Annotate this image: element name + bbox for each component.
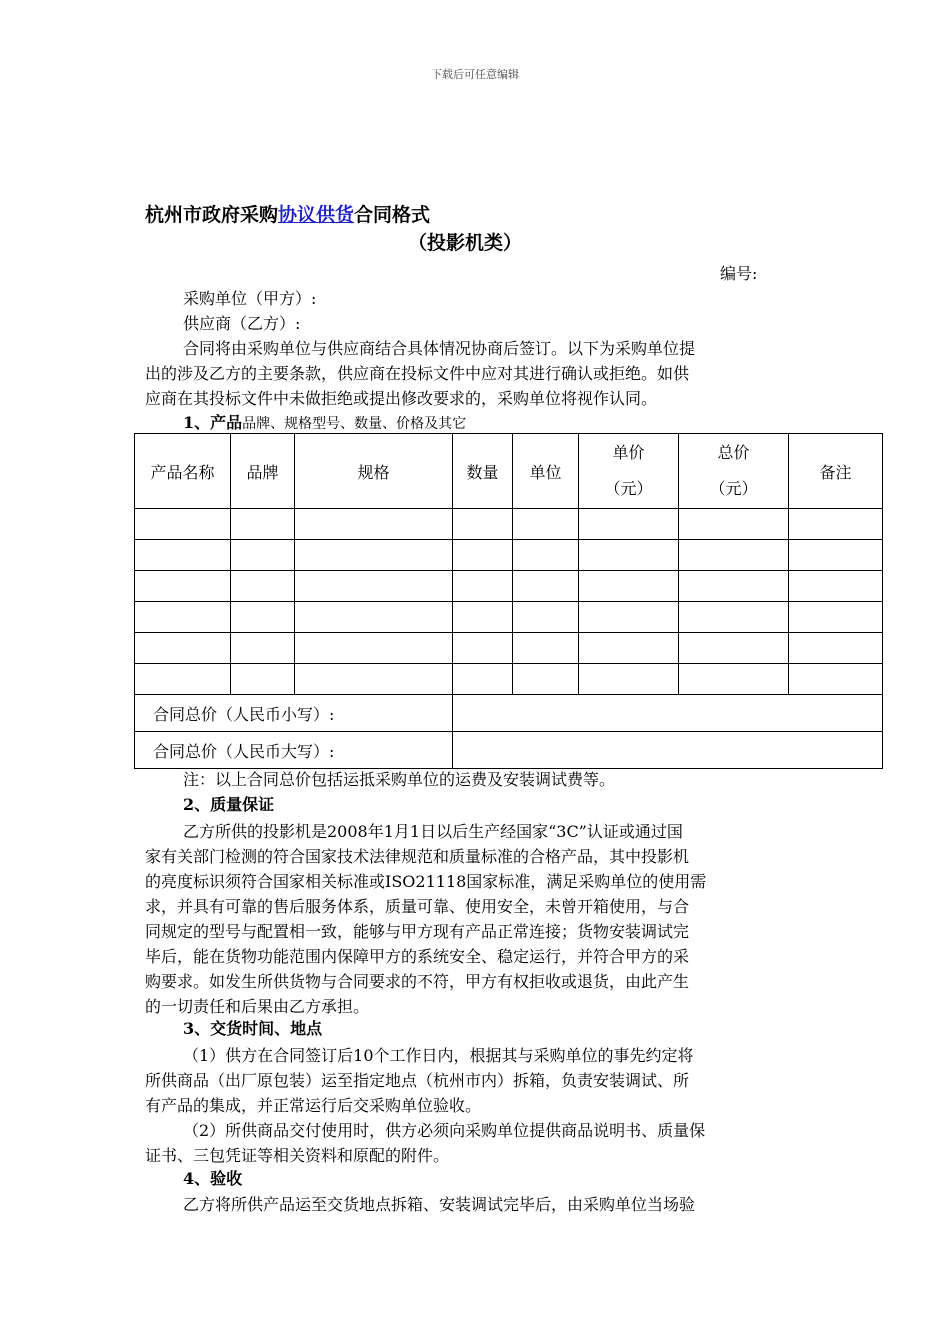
table-cell[interactable] xyxy=(295,633,453,664)
table-cell[interactable] xyxy=(789,540,883,571)
section2-line: 同规定的型号与配置相一致，能够与甲方现有产品正常连接；货物安装调试完 xyxy=(145,922,690,941)
table-cell[interactable] xyxy=(579,509,679,540)
section2-paragraph xyxy=(145,819,805,1019)
table-row xyxy=(135,509,883,540)
document-subtitle: （投影机类） xyxy=(408,232,523,254)
header-brand: 品牌 xyxy=(231,434,295,509)
table-cell[interactable] xyxy=(579,540,679,571)
table-cell[interactable] xyxy=(789,664,883,695)
table-cell[interactable] xyxy=(453,602,513,633)
table-row xyxy=(135,571,883,602)
table-cell[interactable] xyxy=(679,509,789,540)
total-small-label: 合同总价（人民币小写）: xyxy=(135,695,453,732)
section3-line: 所供商品（出厂原包装）运至指定地点（杭州市内）拆箱，负责安装调试、所 xyxy=(145,1071,690,1090)
product-table xyxy=(134,433,883,769)
table-cell[interactable] xyxy=(135,633,231,664)
table-cell[interactable] xyxy=(513,509,579,540)
table-cell[interactable] xyxy=(789,633,883,664)
table-cell[interactable] xyxy=(579,571,679,602)
section2-line: 家有关部门检测的符合国家技术法律规范和质量标准的合格产品，其中投影机 xyxy=(145,847,690,866)
section2-line: 求，并具有可靠的售后服务体系，质量可靠、使用安全，未曾开箱使用，与合 xyxy=(145,897,690,916)
header-spec: 规格 xyxy=(295,434,453,509)
header-note: 下载后可任意编辑 xyxy=(431,68,519,81)
table-cell[interactable] xyxy=(231,602,295,633)
section4-title: 4、验收 xyxy=(183,1169,243,1188)
table-cell[interactable] xyxy=(679,540,789,571)
table-cell[interactable] xyxy=(135,571,231,602)
table-cell[interactable] xyxy=(231,633,295,664)
table-cell[interactable] xyxy=(295,540,453,571)
table-row xyxy=(135,633,883,664)
table-cell[interactable] xyxy=(135,664,231,695)
title-suffix: 合同格式 xyxy=(354,204,431,226)
table-cell[interactable] xyxy=(513,664,579,695)
table-cell[interactable] xyxy=(453,571,513,602)
total-large-label: 合同总价（人民币大写）: xyxy=(135,732,453,769)
total-large-row xyxy=(135,732,883,769)
section3-paragraph xyxy=(145,1043,805,1168)
table-cell[interactable] xyxy=(295,509,453,540)
table-cell[interactable] xyxy=(679,664,789,695)
header-total-price xyxy=(679,434,789,509)
section1-title: 1、产品 xyxy=(183,413,243,432)
section2-title: 2、质量保证 xyxy=(183,795,275,814)
document-title xyxy=(145,200,430,227)
table-cell[interactable] xyxy=(295,571,453,602)
header-unit-price xyxy=(579,434,679,509)
table-cell[interactable] xyxy=(513,540,579,571)
table-cell[interactable] xyxy=(135,602,231,633)
table-cell[interactable] xyxy=(579,633,679,664)
table-row xyxy=(135,540,883,571)
section2-line: 购要求。如发生所供货物与合同要求的不符，甲方有权拒收或退货，由此产生 xyxy=(145,972,690,991)
section2-line: 的一切责任和后果由乙方承担。 xyxy=(145,997,370,1016)
header-quantity: 数量 xyxy=(453,434,513,509)
table-cell[interactable] xyxy=(453,664,513,695)
section2-line: 乙方所供的投影机是2008年1月1日以后生产经国家“3C”认证或通过国 xyxy=(183,822,683,841)
table-cell[interactable] xyxy=(513,602,579,633)
header-unit: 单位 xyxy=(513,434,579,509)
unit-price-currency: （元） xyxy=(604,479,653,498)
total-large-value[interactable] xyxy=(453,732,883,769)
table-cell[interactable] xyxy=(789,571,883,602)
table-cell[interactable] xyxy=(679,602,789,633)
table-cell[interactable] xyxy=(513,633,579,664)
header-remarks: 备注 xyxy=(789,434,883,509)
table-cell[interactable] xyxy=(579,664,679,695)
table-cell[interactable] xyxy=(453,509,513,540)
table-cell[interactable] xyxy=(513,571,579,602)
intro-line: 合同将由采购单位与供应商结合具体情况协商后签订。以下为采购单位提 xyxy=(183,339,696,358)
table-cell[interactable] xyxy=(789,509,883,540)
table-note: 注：以上合同总价包括运抵采购单位的运费及安装调试费等。 xyxy=(183,770,616,789)
table-cell[interactable] xyxy=(231,509,295,540)
section3-line: （1）供方在合同签订后10个工作日内，根据其与采购单位的事先约定将 xyxy=(183,1046,694,1065)
table-cell[interactable] xyxy=(295,664,453,695)
table-cell[interactable] xyxy=(789,602,883,633)
table-row xyxy=(135,664,883,695)
table-cell[interactable] xyxy=(231,664,295,695)
table-cell[interactable] xyxy=(579,602,679,633)
header-product-name: 产品名称 xyxy=(135,434,231,509)
intro-paragraph xyxy=(145,336,805,411)
total-small-value[interactable] xyxy=(453,695,883,732)
table-cell[interactable] xyxy=(679,633,789,664)
title-link[interactable]: 协议供货 xyxy=(278,204,355,226)
section3-line: 有产品的集成，并正常运行后交采购单位验收。 xyxy=(145,1096,482,1115)
section2-line: 的亮度标识须符合国家相关标准或ISO21118国家标准，满足采购单位的使用需 xyxy=(145,872,707,891)
table-cell[interactable] xyxy=(679,571,789,602)
intro-line: 出的涉及乙方的主要条款，供应商在投标文件中应对其进行确认或拒绝。如供 xyxy=(145,364,690,383)
section1-subtitle: 品牌、规格型号、数量、价格及其它 xyxy=(242,416,467,432)
total-small-row xyxy=(135,695,883,732)
supplier-label: 供应商（乙方）: xyxy=(183,314,301,333)
section3-line: （2）所供商品交付使用时，供方必须向采购单位提供商品说明书、质量保 xyxy=(183,1121,706,1140)
total-price-label: 总价 xyxy=(717,443,750,462)
table-cell[interactable] xyxy=(135,540,231,571)
title-prefix: 杭州市政府采购 xyxy=(145,204,279,226)
intro-line: 应商在其投标文件中未做拒绝或提出修改要求的，采购单位将视作认同。 xyxy=(145,389,658,408)
table-cell[interactable] xyxy=(231,540,295,571)
unit-price-label: 单价 xyxy=(612,443,645,462)
table-cell[interactable] xyxy=(453,633,513,664)
serial-label: 编号: xyxy=(720,264,758,283)
total-price-currency: （元） xyxy=(709,479,758,498)
table-cell[interactable] xyxy=(295,602,453,633)
section2-line: 毕后，能在货物功能范围内保障甲方的系统安全、稳定运行，并符合甲方的采 xyxy=(145,947,690,966)
section4-paragraph xyxy=(145,1192,805,1217)
table-cell[interactable] xyxy=(231,571,295,602)
section3-line: 证书、三包凭证等相关资料和原配的附件。 xyxy=(145,1146,450,1165)
buyer-label: 采购单位（甲方）: xyxy=(183,289,317,308)
section4-line: 乙方将所供产品运至交货地点拆箱、安装调试完毕后，由采购单位当场验 xyxy=(183,1195,696,1214)
table-cell[interactable] xyxy=(453,540,513,571)
section3-title: 3、交货时间、地点 xyxy=(183,1019,323,1038)
table-header-row xyxy=(135,434,883,509)
table-cell[interactable] xyxy=(135,509,231,540)
table-row xyxy=(135,602,883,633)
